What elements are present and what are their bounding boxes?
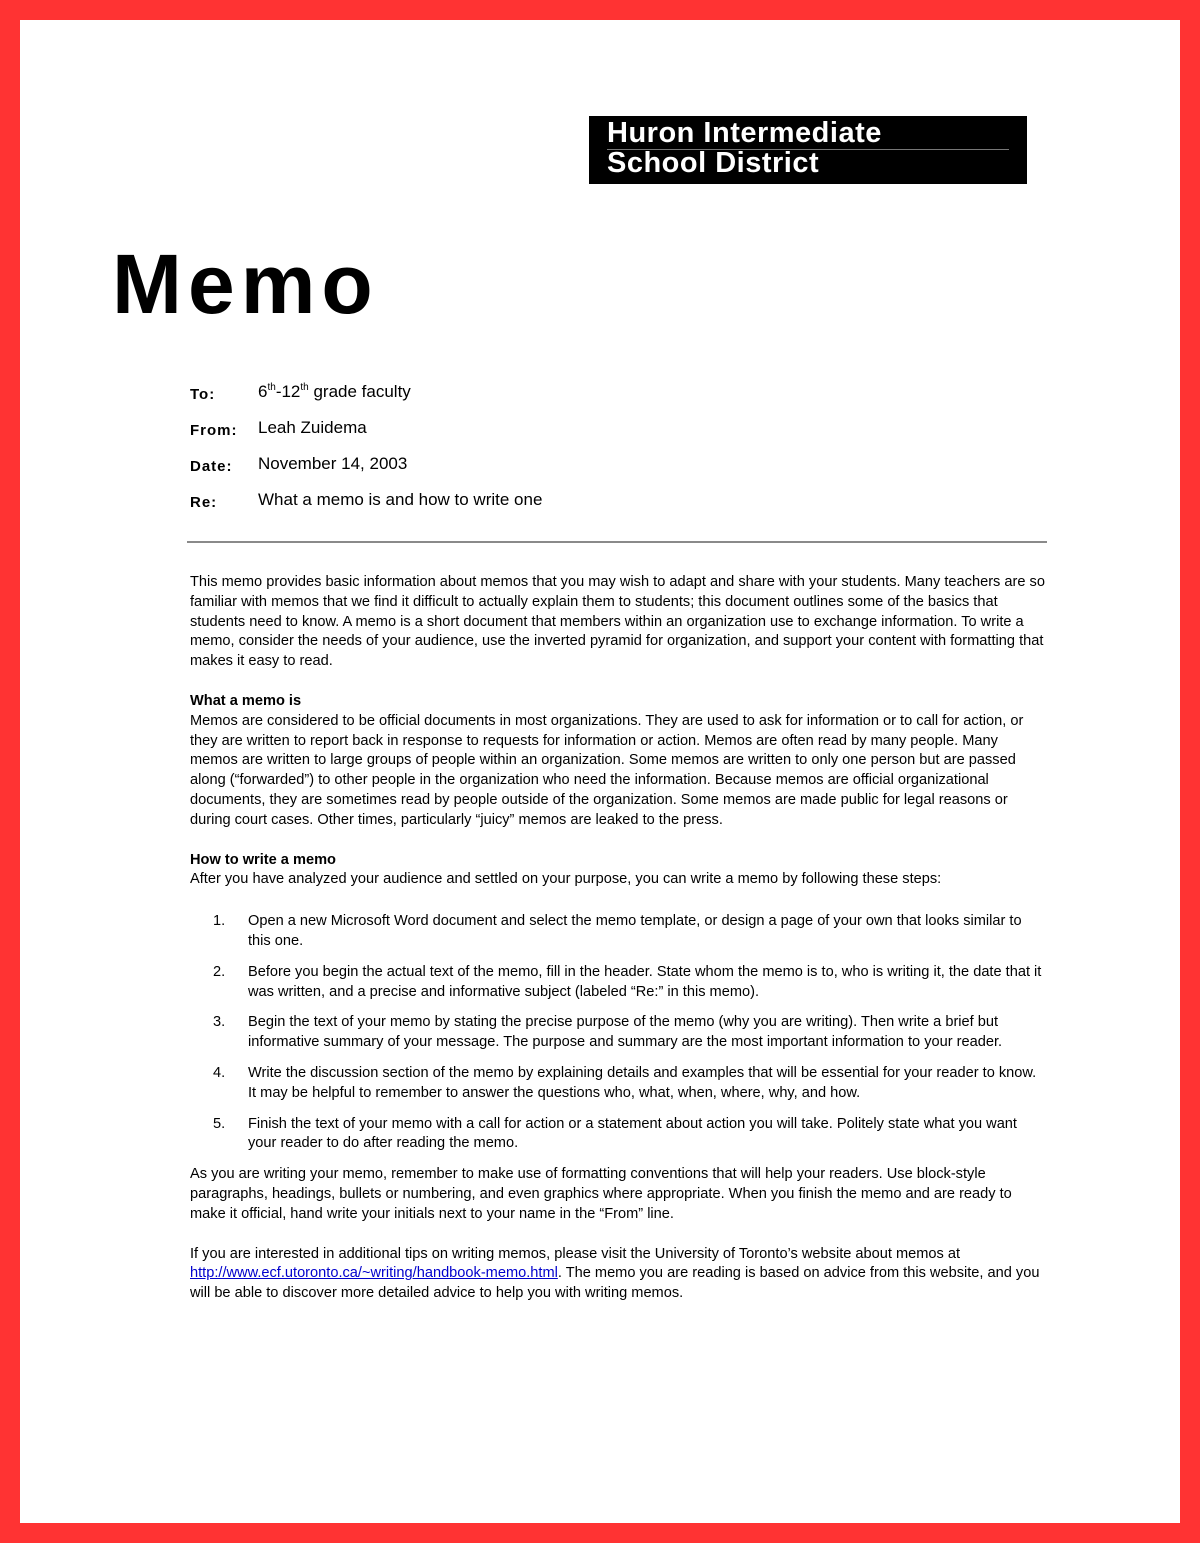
memo-body [190, 573, 1046, 1304]
to-grade-end: -12 [275, 382, 301, 401]
to-sup-2: th [300, 382, 309, 393]
list-item [190, 1013, 1046, 1053]
re-value: What a memo is and how to write one [258, 490, 543, 509]
step-text: Write the discussion section of the memo by explaining details and examples that will be essential for your reader to know. It may be helpful to remember to answer the questions who, what, when, where, why, and how. [248, 1064, 1037, 1101]
step-text: Begin the text of your memo by stating the precise purpose of the memo (why you are writing). Then write a brief but informative summary of your message. The purpose and summary are the most important information to your reader. [248, 1014, 1003, 1051]
memo-handbook-link[interactable]: http://www.ecf.utoronto.ca/~writing/handbook-memo.html [190, 1265, 558, 1282]
memo-page [20, 20, 1180, 1523]
formatting-paragraph: As you are writing your memo, remember to make use of formatting conventions that will help your readers. Use block-style paragraphs, headings, bullets or numbering, and even graphics where appropriate. When you finish the memo and are ready to make it official, hand write your initials next to your name in the “From” line. [190, 1166, 1012, 1222]
list-item [190, 1115, 1046, 1155]
closing-paragraph [190, 1245, 1046, 1304]
memo-title: Memo [112, 237, 379, 331]
from-label: From: [190, 422, 238, 439]
intro-paragraph: This memo provides basic information about memos that you may wish to adapt and share with your students. Many teachers are so familiar with memos that we find it difficult to actually explain them to students; this document outlines some of the basics that students need to know. A memo is a short document that members within an organization use to exchange information. To write a memo, consider the needs of your audience, use the inverted pyramid for organization, and support your content with formatting that makes it easy to read. [190, 574, 1045, 670]
to-sup-1: th [267, 382, 276, 393]
step-number: 2. [213, 963, 226, 980]
date-value: November 14, 2003 [258, 454, 408, 473]
section-heading-how: How to write a memo [190, 851, 336, 868]
steps-list [190, 912, 1046, 1154]
to-value [258, 382, 411, 402]
header-divider [187, 541, 1047, 543]
step-number: 1. [213, 913, 226, 930]
logo-line-2: School District [607, 147, 820, 179]
date-label: Date: [190, 458, 233, 475]
list-item [190, 912, 1046, 952]
to-rest: grade faculty [308, 382, 411, 401]
re-label: Re: [190, 494, 218, 511]
to-label: To: [190, 386, 216, 403]
to-grade-start: 6 [258, 382, 268, 401]
section-heading-what: What a memo is [190, 692, 302, 709]
list-item [190, 963, 1046, 1003]
logo-line-1: Huron Intermediate [607, 117, 882, 149]
district-logo [589, 116, 1027, 184]
step-number: 4. [213, 1064, 226, 1081]
step-text: Before you begin the actual text of the memo, fill in the header. State whom the memo is to, who is writing it, the date that it was written, and a precise and informative subject (labeled “Re:” in this memo). [248, 963, 1042, 1000]
closing-text-before: If you are interested in additional tips on writing memos, please visit the University of Toronto’s website about memos at [190, 1245, 961, 1262]
step-number: 5. [213, 1115, 226, 1132]
closing-text-after: . The memo you are reading is based on advice from this website, and you will be able to discover more detailed advice to help you with writing memos. [190, 1265, 1040, 1302]
step-text: Open a new Microsoft Word document and select the memo template, or design a page of your own that looks similar to this one. [248, 913, 1022, 949]
list-item [190, 1064, 1046, 1104]
section-text-what: Memos are considered to be official documents in most organizations. They are used to ask for information or to call for action, or they are written to report back in response to requests for information or action. Memos are often read by many people. Many memos are written to large groups of people within an organization. Some memos are written to only one person but are passed along (“forwarded”) to other people in the organization who need the information. Because memos are official organizational documents, they are sometimes read by people outside of the organization. Some memos are made public for legal reasons or during court cases. Other times, particularly “juicy” memos are leaked to the press. [190, 712, 1024, 828]
from-value: Leah Zuidema [258, 418, 367, 437]
section-text-how: After you have analyzed your audience and settled on your purpose, you can write a memo by following these steps: [190, 871, 942, 888]
step-number: 3. [213, 1014, 226, 1031]
step-text: Finish the text of your memo with a call for action or a statement about action you will take. Politely state what you want your reader to do after reading the memo. [248, 1115, 1017, 1152]
